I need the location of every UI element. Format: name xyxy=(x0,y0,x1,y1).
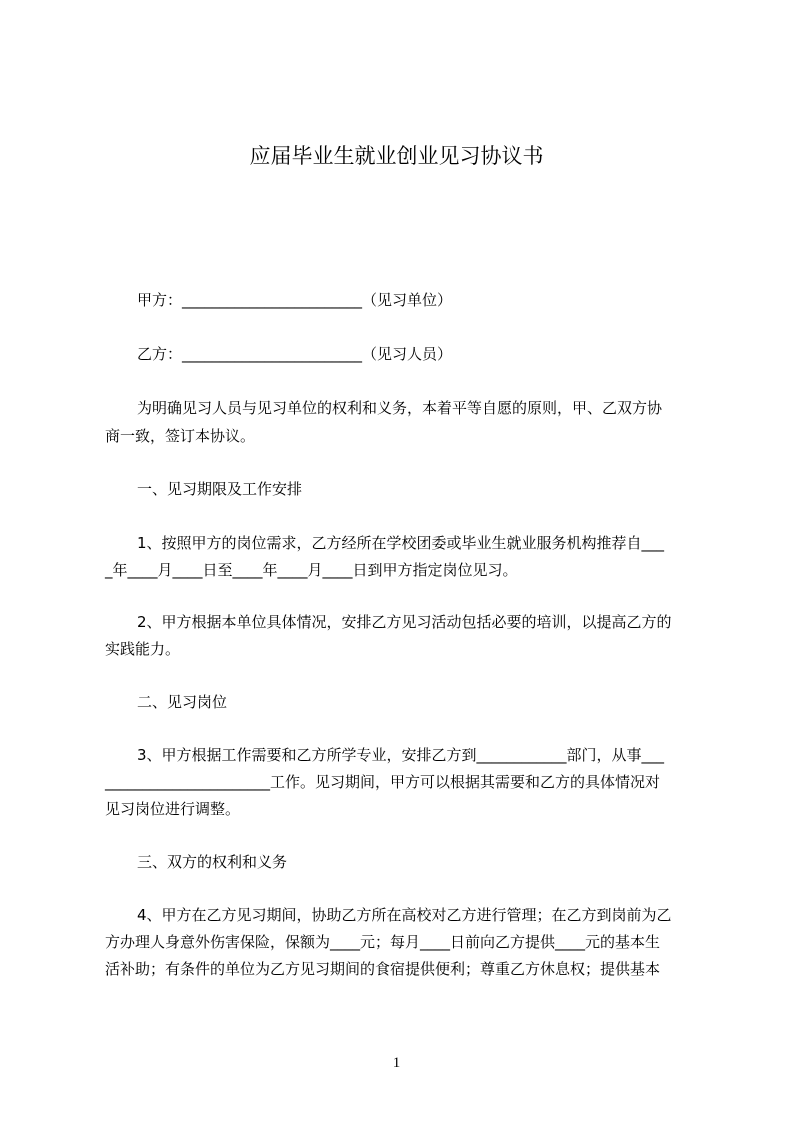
party-b-line: 乙方：________________________（见习人员） xyxy=(137,345,453,363)
intro-line-2: 商一致，签订本协议。 xyxy=(105,427,256,445)
clause-1-line-2: _年____月____日至____年____月____日到甲方指定岗位见习。 xyxy=(105,561,518,579)
clause-2-line-1: 2、甲方根据本单位具体情况，安排乙方见习活动包括必要的培训，以提高乙方的 xyxy=(137,613,672,631)
section-3-heading: 三、双方的权利和义务 xyxy=(137,853,288,871)
clause-2-line-2: 实践能力。 xyxy=(105,640,181,658)
document-title: 应届毕业生就业创业见习协议书 xyxy=(249,144,544,168)
clause-4-line-2: 方办理人身意外伤害保险，保额为____元；每月____日前向乙方提供____元的基本生 xyxy=(105,933,661,951)
section-1-heading: 一、见习期限及工作安排 xyxy=(137,480,303,498)
clause-3-line-3: 见习岗位进行调整。 xyxy=(105,800,241,818)
party-a-line: 甲方：________________________（见习单位） xyxy=(137,291,453,309)
section-2-heading: 二、见习岗位 xyxy=(137,693,228,711)
clause-4-line-3: 活补助；有条件的单位为乙方见习期间的食宿提供便利；尊重乙方休息权；提供基本 xyxy=(105,960,661,978)
clause-3-line-1: 3、甲方根据工作需要和乙方所学专业，安排乙方到____________部门，从事___ xyxy=(137,746,665,764)
page-number: 1 xyxy=(392,1055,401,1071)
clause-1-line-1: 1、按照甲方的岗位需求，乙方经所在学校团委或毕业生就业服务机构推荐自___ xyxy=(137,534,665,552)
clause-3-line-2: ______________________工作。见习期间，甲方可以根据其需要和乙方的具体情况对 xyxy=(105,773,661,791)
clause-4-line-1: 4、甲方在乙方见习期间，协助乙方所在高校对乙方进行管理；在乙方到岗前为乙 xyxy=(137,906,672,924)
intro-line-1: 为明确见习人员与见习单位的权利和义务，本着平等自愿的原则，甲、乙双方协 xyxy=(137,399,663,417)
